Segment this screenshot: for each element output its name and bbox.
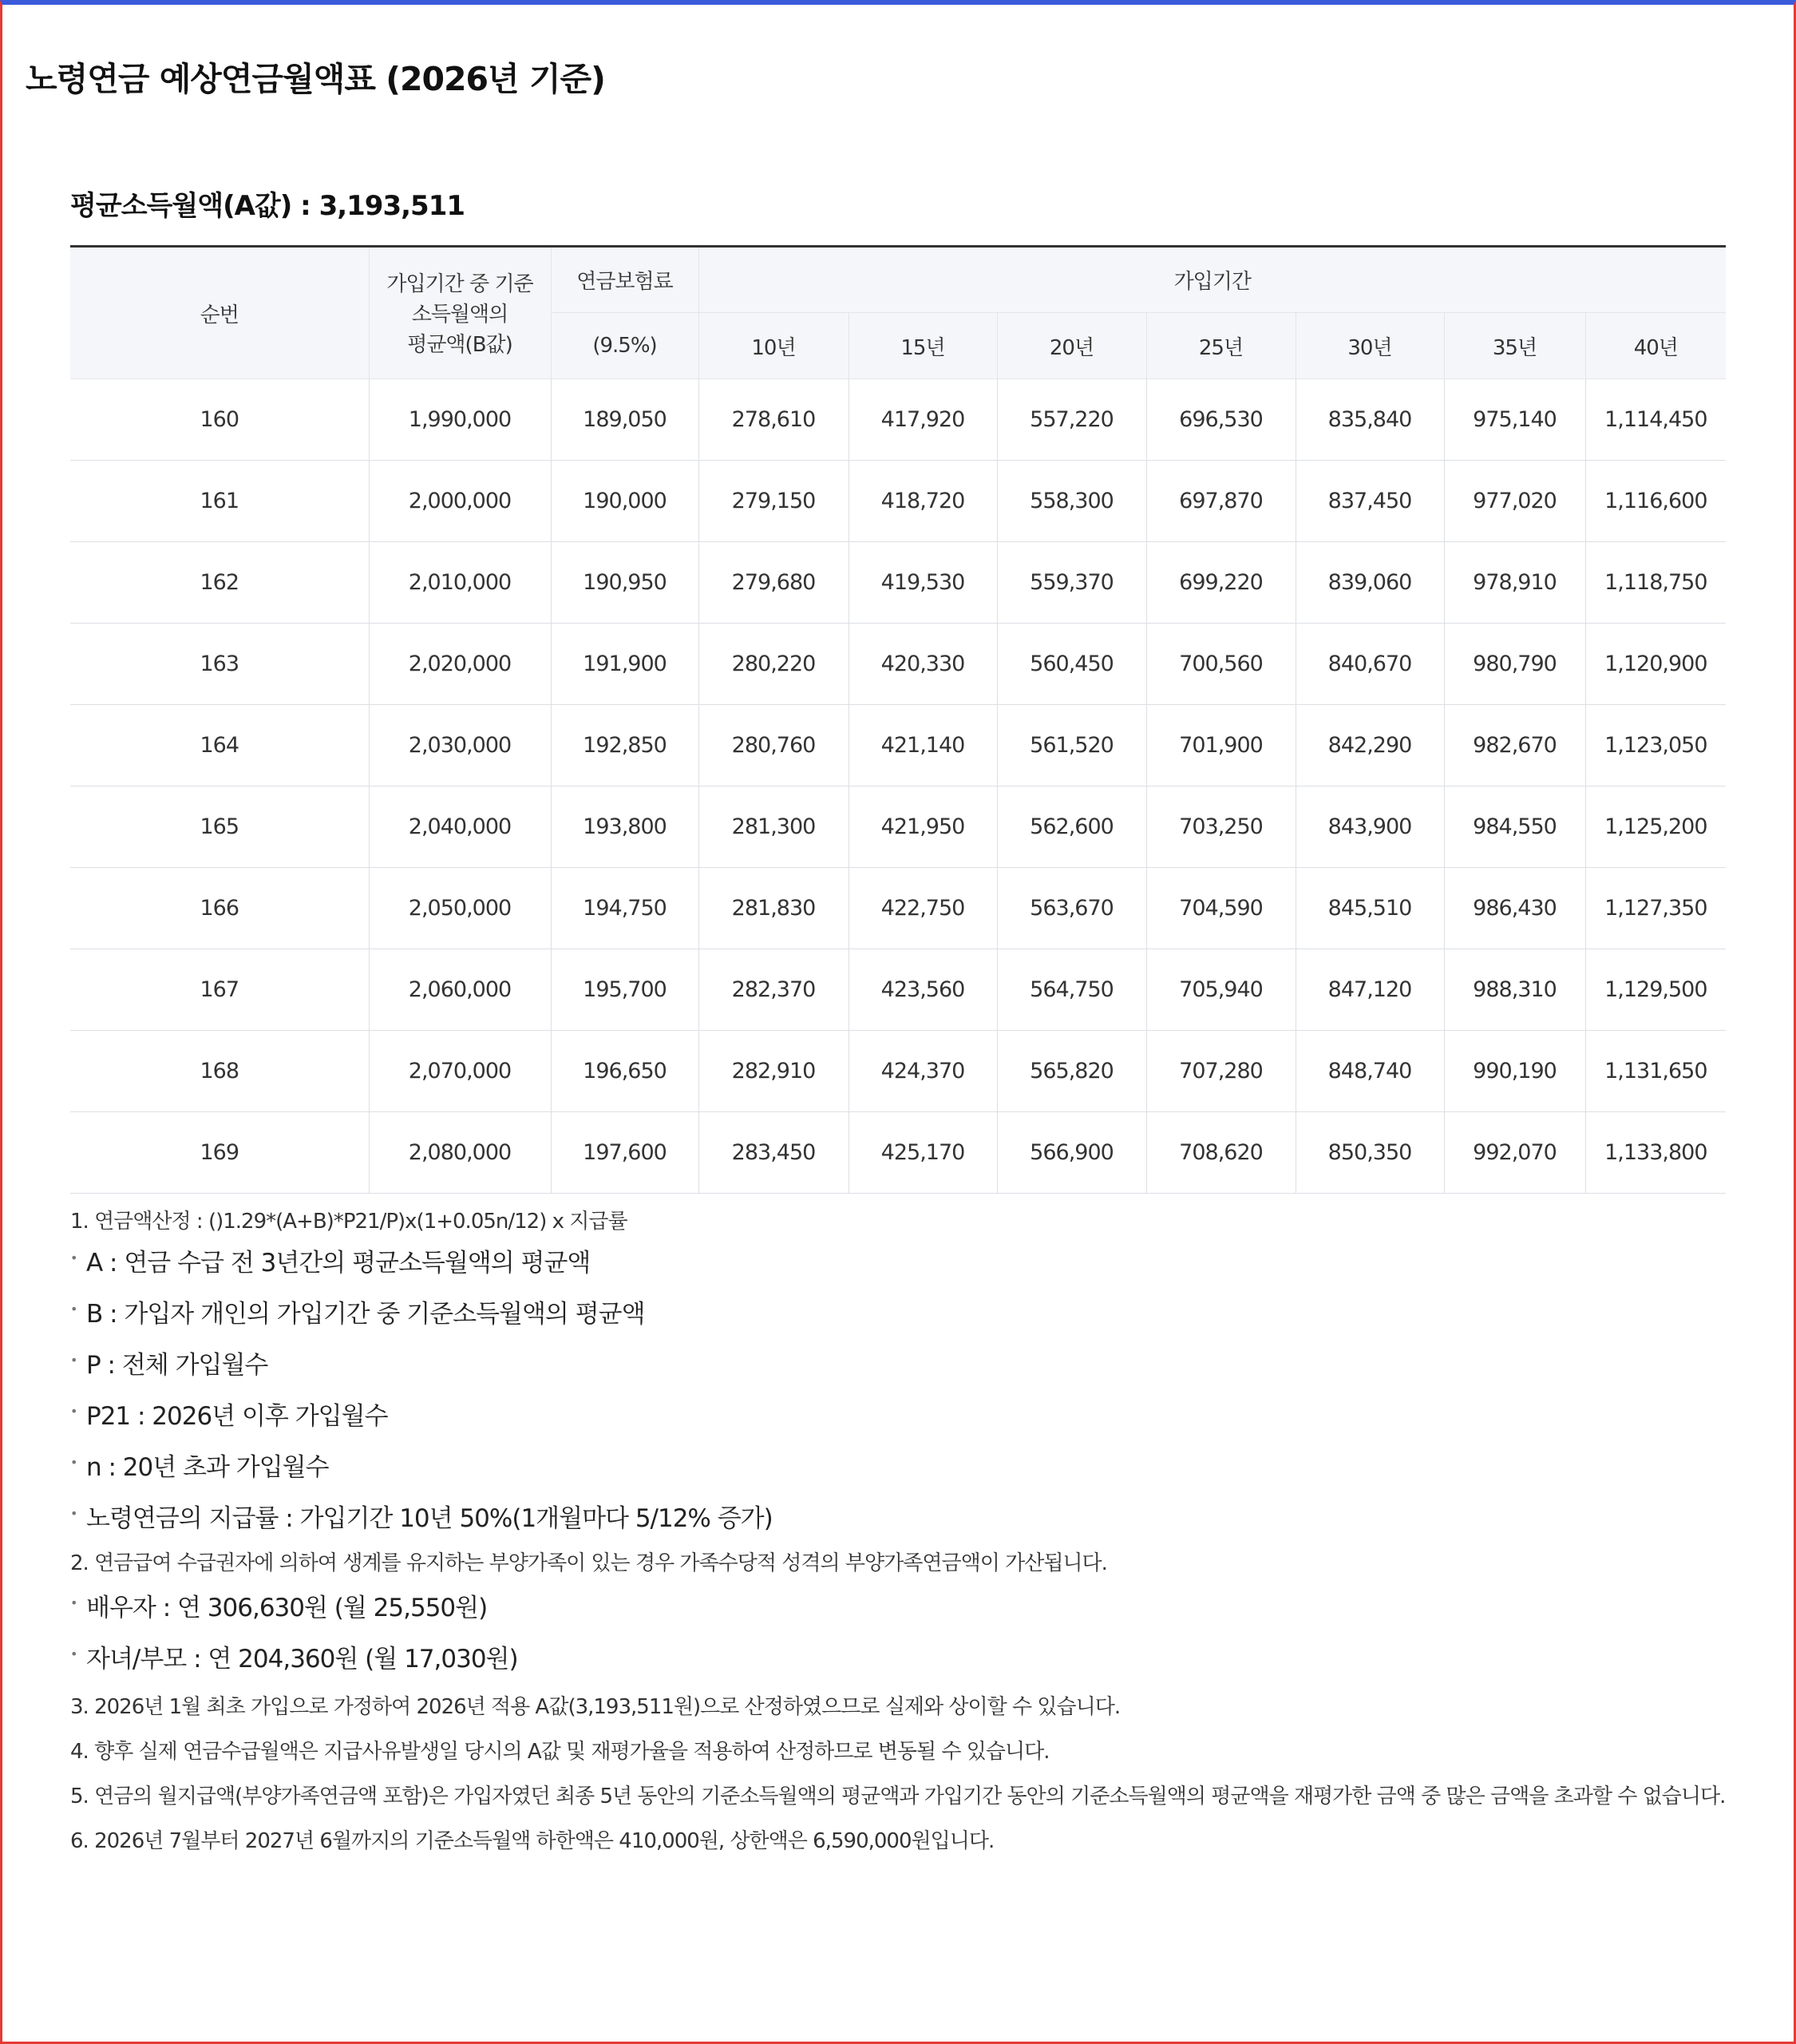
notes-section bbox=[70, 1206, 1747, 1864]
cell-year-15: 421,140 bbox=[849, 705, 997, 786]
cell-year-20: 566,900 bbox=[997, 1112, 1146, 1194]
cell-year-25: 708,620 bbox=[1146, 1112, 1296, 1194]
note-1-item bbox=[70, 1493, 1747, 1544]
cell-year-20: 557,220 bbox=[997, 379, 1146, 461]
cell-year-40: 1,129,500 bbox=[1585, 949, 1726, 1031]
cell-b-value: 2,020,000 bbox=[369, 624, 551, 705]
cell-year-35: 984,550 bbox=[1444, 786, 1585, 868]
cell-year-10: 279,680 bbox=[698, 542, 849, 624]
cell-b-value: 2,050,000 bbox=[369, 868, 551, 949]
cell-year-35: 992,070 bbox=[1444, 1112, 1585, 1194]
bullet-dot-icon: • bbox=[70, 1506, 77, 1521]
cell-year-15: 421,950 bbox=[849, 786, 997, 868]
cell-year-40: 1,131,650 bbox=[1585, 1031, 1726, 1112]
bullet-dot-icon: • bbox=[70, 1404, 77, 1419]
table-row bbox=[70, 542, 1726, 624]
header-premium: 연금보험료 bbox=[551, 247, 698, 313]
header-year-10: 10년 bbox=[698, 313, 849, 379]
note-2-item bbox=[70, 1583, 1747, 1634]
cell-year-10: 281,830 bbox=[698, 868, 849, 949]
cell-year-40: 1,123,050 bbox=[1585, 705, 1726, 786]
cell-year-20: 565,820 bbox=[997, 1031, 1146, 1112]
average-income-heading: 평균소득월액(A값) : 3,193,511 bbox=[70, 190, 465, 222]
pension-table bbox=[70, 245, 1726, 1194]
bullet-dot-icon: • bbox=[70, 1595, 77, 1610]
cell-year-20: 558,300 bbox=[997, 461, 1146, 542]
cell-year-30: 840,670 bbox=[1296, 624, 1444, 705]
cell-year-15: 419,530 bbox=[849, 542, 997, 624]
cell-b-value: 2,000,000 bbox=[369, 461, 551, 542]
cell-year-10: 282,910 bbox=[698, 1031, 849, 1112]
cell-premium: 197,600 bbox=[551, 1112, 698, 1194]
note-5: 5. 연금의 월지급액(부양가족연금액 포함)은 가입자였던 최종 5년 동안의 기준소득월액의 평균액과 가입기간 동안의 기준소득월액의 평균액을 재평가한 금액 중 많은 금액을 초과할 수 없습니다. bbox=[70, 1785, 1726, 1808]
header-year-40: 40년 bbox=[1585, 313, 1726, 379]
header-b-value bbox=[369, 247, 551, 379]
cell-year-20: 559,370 bbox=[997, 542, 1146, 624]
bullet-dot-icon: • bbox=[70, 1646, 77, 1662]
cell-year-10: 280,760 bbox=[698, 705, 849, 786]
table-row bbox=[70, 624, 1726, 705]
cell-year-20: 563,670 bbox=[997, 868, 1146, 949]
cell-year-25: 703,250 bbox=[1146, 786, 1296, 868]
cell-premium: 196,650 bbox=[551, 1031, 698, 1112]
note-3: 3. 2026년 1월 최초 가입으로 가정하여 2026년 적용 A값(3,193,511원)으로 산정하였으므로 실제와 상이할 수 있습니다. bbox=[70, 1695, 1121, 1719]
cell-year-35: 978,910 bbox=[1444, 542, 1585, 624]
note-4: 4. 향후 실제 연금수급월액은 지급사유발생일 당시의 A값 및 재평가율을 적용하여 산정하므로 변동될 수 있습니다. bbox=[70, 1740, 1050, 1764]
bullet-dot-icon: • bbox=[70, 1455, 77, 1470]
cell-year-30: 839,060 bbox=[1296, 542, 1444, 624]
cell-premium: 193,800 bbox=[551, 786, 698, 868]
cell-year-10: 279,150 bbox=[698, 461, 849, 542]
cell-year-30: 845,510 bbox=[1296, 868, 1444, 949]
cell-year-25: 705,940 bbox=[1146, 949, 1296, 1031]
cell-year-30: 848,740 bbox=[1296, 1031, 1444, 1112]
cell-year-25: 699,220 bbox=[1146, 542, 1296, 624]
cell-b-value: 2,060,000 bbox=[369, 949, 551, 1031]
cell-year-40: 1,116,600 bbox=[1585, 461, 1726, 542]
cell-year-35: 988,310 bbox=[1444, 949, 1585, 1031]
cell-year-25: 701,900 bbox=[1146, 705, 1296, 786]
cell-premium: 189,050 bbox=[551, 379, 698, 461]
cell-b-value: 2,080,000 bbox=[369, 1112, 551, 1194]
note-2-item bbox=[70, 1634, 1747, 1685]
cell-year-40: 1,125,200 bbox=[1585, 786, 1726, 868]
table-row bbox=[70, 786, 1726, 868]
cell-year-15: 422,750 bbox=[849, 868, 997, 949]
header-year-20: 20년 bbox=[997, 313, 1146, 379]
cell-year-35: 982,670 bbox=[1444, 705, 1585, 786]
cell-b-value: 1,990,000 bbox=[369, 379, 551, 461]
cell-seq: 160 bbox=[70, 379, 369, 461]
cell-b-value: 2,040,000 bbox=[369, 786, 551, 868]
cell-year-35: 986,430 bbox=[1444, 868, 1585, 949]
table-row bbox=[70, 1031, 1726, 1112]
header-b-value-line1: 가입기간 중 기준 bbox=[386, 271, 533, 296]
cell-b-value: 2,030,000 bbox=[369, 705, 551, 786]
note-2-item-text: 배우자 : 연 306,630원 (월 25,550원) bbox=[86, 1594, 488, 1622]
header-year-15: 15년 bbox=[849, 313, 997, 379]
cell-b-value: 2,070,000 bbox=[369, 1031, 551, 1112]
note-1-item-text: n : 20년 초과 가입월수 bbox=[86, 1453, 329, 1482]
table-body bbox=[70, 379, 1726, 1194]
cell-seq: 168 bbox=[70, 1031, 369, 1112]
cell-seq: 164 bbox=[70, 705, 369, 786]
cell-year-25: 707,280 bbox=[1146, 1031, 1296, 1112]
cell-year-25: 697,870 bbox=[1146, 461, 1296, 542]
cell-year-30: 842,290 bbox=[1296, 705, 1444, 786]
bullet-dot-icon: • bbox=[70, 1250, 77, 1266]
header-year-25: 25년 bbox=[1146, 313, 1296, 379]
header-premium-rate: (9.5%) bbox=[551, 313, 698, 379]
cell-year-25: 696,530 bbox=[1146, 379, 1296, 461]
cell-year-15: 423,560 bbox=[849, 949, 997, 1031]
cell-year-30: 835,840 bbox=[1296, 379, 1444, 461]
header-year-30: 30년 bbox=[1296, 313, 1444, 379]
cell-year-25: 700,560 bbox=[1146, 624, 1296, 705]
table-row bbox=[70, 705, 1726, 786]
table-row bbox=[70, 461, 1726, 542]
cell-seq: 167 bbox=[70, 949, 369, 1031]
cell-year-40: 1,118,750 bbox=[1585, 542, 1726, 624]
table-row bbox=[70, 1112, 1726, 1194]
cell-year-10: 278,610 bbox=[698, 379, 849, 461]
cell-year-10: 283,450 bbox=[698, 1112, 849, 1194]
note-1-item bbox=[70, 1340, 1747, 1391]
cell-year-40: 1,114,450 bbox=[1585, 379, 1726, 461]
note-1-item-text: A : 연금 수급 전 3년간의 평균소득월액의 평균액 bbox=[86, 1249, 591, 1278]
cell-premium: 195,700 bbox=[551, 949, 698, 1031]
header-seq: 순번 bbox=[70, 247, 369, 379]
note-1-item bbox=[70, 1238, 1747, 1289]
note-1-item-text: P21 : 2026년 이후 가입월수 bbox=[86, 1402, 388, 1431]
note-1-item bbox=[70, 1289, 1747, 1340]
note-1-item-text: B : 가입자 개인의 가입기간 중 기준소득월액의 평균액 bbox=[86, 1300, 645, 1329]
cell-premium: 191,900 bbox=[551, 624, 698, 705]
cell-year-10: 281,300 bbox=[698, 786, 849, 868]
cell-year-35: 975,140 bbox=[1444, 379, 1585, 461]
cell-seq: 169 bbox=[70, 1112, 369, 1194]
note-1: 1. 연금액산정 : ()1.29*(A+B)*P21/P)x(1+0.05n/12) x 지급률 bbox=[70, 1210, 627, 1234]
cell-premium: 190,000 bbox=[551, 461, 698, 542]
cell-year-15: 425,170 bbox=[849, 1112, 997, 1194]
bullet-dot-icon: • bbox=[70, 1301, 77, 1317]
cell-year-30: 847,120 bbox=[1296, 949, 1444, 1031]
cell-year-20: 562,600 bbox=[997, 786, 1146, 868]
header-year-35: 35년 bbox=[1444, 313, 1585, 379]
cell-seq: 165 bbox=[70, 786, 369, 868]
table-row bbox=[70, 379, 1726, 461]
cell-year-35: 977,020 bbox=[1444, 461, 1585, 542]
header-b-value-line3: 평균액(B값) bbox=[407, 332, 512, 357]
header-period: 가입기간 bbox=[698, 247, 1726, 313]
cell-year-40: 1,133,800 bbox=[1585, 1112, 1726, 1194]
cell-premium: 192,850 bbox=[551, 705, 698, 786]
cell-year-30: 837,450 bbox=[1296, 461, 1444, 542]
cell-year-15: 424,370 bbox=[849, 1031, 997, 1112]
cell-year-40: 1,120,900 bbox=[1585, 624, 1726, 705]
cell-year-20: 561,520 bbox=[997, 705, 1146, 786]
cell-seq: 162 bbox=[70, 542, 369, 624]
cell-year-10: 282,370 bbox=[698, 949, 849, 1031]
note-2-item-text: 자녀/부모 : 연 204,360원 (월 17,030원) bbox=[86, 1645, 518, 1674]
bullet-dot-icon: • bbox=[70, 1353, 77, 1368]
cell-b-value: 2,010,000 bbox=[369, 542, 551, 624]
cell-year-25: 704,590 bbox=[1146, 868, 1296, 949]
note-1-item bbox=[70, 1442, 1747, 1493]
note-1-item bbox=[70, 1391, 1747, 1442]
cell-year-15: 418,720 bbox=[849, 461, 997, 542]
cell-seq: 161 bbox=[70, 461, 369, 542]
note-6: 6. 2026년 7월부터 2027년 6월까지의 기준소득월액 하한액은 410,000원, 상한액은 6,590,000원입니다. bbox=[70, 1829, 995, 1853]
cell-year-20: 560,450 bbox=[997, 624, 1146, 705]
table-row bbox=[70, 949, 1726, 1031]
cell-year-15: 417,920 bbox=[849, 379, 997, 461]
page-title: 노령연금 예상연금월액표 (2026년 기준) bbox=[26, 60, 605, 98]
cell-premium: 194,750 bbox=[551, 868, 698, 949]
cell-premium: 190,950 bbox=[551, 542, 698, 624]
cell-year-10: 280,220 bbox=[698, 624, 849, 705]
note-2: 2. 연금급여 수급권자에 의하여 생계를 유지하는 부양가족이 있는 경우 가족수당적 성격의 부양가족연금액이 가산됩니다. bbox=[70, 1551, 1107, 1575]
cell-year-35: 990,190 bbox=[1444, 1031, 1585, 1112]
cell-seq: 163 bbox=[70, 624, 369, 705]
note-1-item-text: 노령연금의 지급률 : 가입기간 10년 50%(1개월마다 5/12% 증가) bbox=[86, 1504, 773, 1533]
cell-seq: 166 bbox=[70, 868, 369, 949]
header-b-value-line2: 소득월액의 bbox=[411, 302, 508, 327]
cell-year-20: 564,750 bbox=[997, 949, 1146, 1031]
note-1-item-text: P : 전체 가입월수 bbox=[86, 1351, 268, 1380]
cell-year-30: 843,900 bbox=[1296, 786, 1444, 868]
cell-year-35: 980,790 bbox=[1444, 624, 1585, 705]
cell-year-15: 420,330 bbox=[849, 624, 997, 705]
cell-year-30: 850,350 bbox=[1296, 1112, 1444, 1194]
cell-year-40: 1,127,350 bbox=[1585, 868, 1726, 949]
table-row bbox=[70, 868, 1726, 949]
